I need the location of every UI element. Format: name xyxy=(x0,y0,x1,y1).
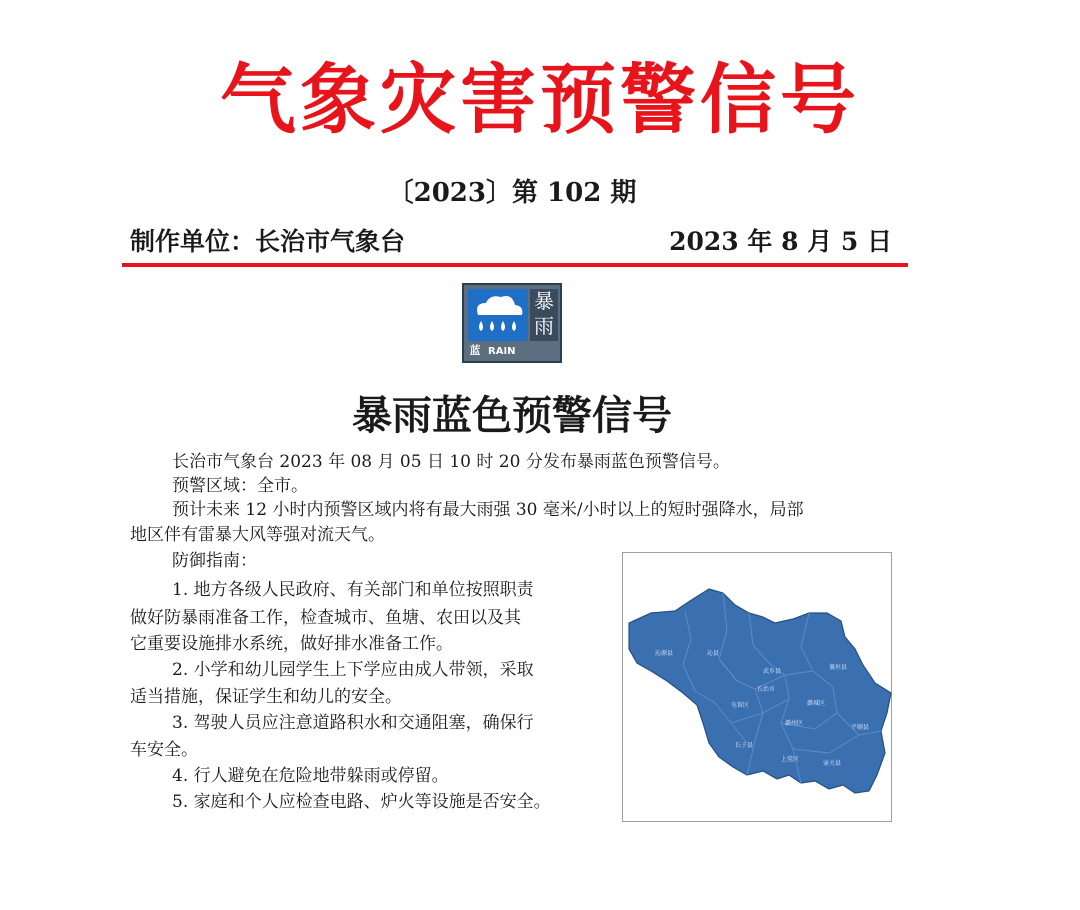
paragraph-line: 5. 家庭和个人应检查电路、炉火等设施是否安全。 xyxy=(172,792,551,812)
issue-number: 〔2023〕第 102 期 xyxy=(387,178,637,208)
rainstorm-icon xyxy=(468,289,528,341)
map-label: 长子县 xyxy=(735,742,754,749)
paragraph-line: 做好防暴雨准备工作，检查城市、鱼塘、农田以及其 xyxy=(130,608,521,628)
paragraph-line: 4. 行人避免在危险地带躲雨或停留。 xyxy=(172,766,449,786)
paragraph-line: 3. 驾驶人员应注意道路积水和交通阻塞，确保行 xyxy=(172,713,534,733)
map-label: 平顺县 xyxy=(851,724,870,731)
paragraph-line: 车安全。 xyxy=(130,740,198,760)
map-label: 武乡县 xyxy=(763,668,782,675)
map-label: 潞城区 xyxy=(807,700,826,707)
header-divider xyxy=(122,263,908,267)
paragraph-line: 它重要设施排水系统，做好排水准备工作。 xyxy=(130,634,453,654)
map-label: 潞州区 xyxy=(785,720,804,727)
map-label: 壶关县 xyxy=(823,760,842,767)
paragraph-line: 长治市气象台 2023 年 08 月 05 日 10 时 20 分发布暴雨蓝色预警信号。 xyxy=(172,452,730,472)
paragraph-line: 预警区域：全市。 xyxy=(172,476,308,496)
warning-heading: 暴雨蓝色预警信号 xyxy=(352,393,672,439)
badge-chars xyxy=(530,289,558,341)
badge-caption: RAIN STORM xyxy=(468,346,516,373)
paragraph-line: 适当措施，保证学生和幼儿的安全。 xyxy=(130,687,402,707)
badge-char-1: 暴 xyxy=(534,289,554,313)
map-label: 上党区 xyxy=(781,756,800,763)
badge-footer xyxy=(468,343,558,373)
map-label: 襄垣县 xyxy=(829,664,848,671)
paragraph-line: 1. 地方各级人民政府、有关部门和单位按照职责 xyxy=(172,580,534,600)
issue-date: 2023 年 8 月 5 日 xyxy=(669,227,892,256)
masthead-title: 气象灾害预警信号 xyxy=(220,55,860,144)
map-label: 屯留区 xyxy=(731,702,750,709)
badge-level: 蓝 xyxy=(469,344,481,357)
paragraph-line: 防御指南： xyxy=(172,551,257,571)
paragraph-line: 2. 小学和幼儿园学生上下学应由成人带领，采取 xyxy=(172,660,534,680)
issuer: 制作单位：长治市气象台 xyxy=(130,227,406,256)
rainstorm-warning-badge xyxy=(462,283,562,373)
map-label: 沁县 xyxy=(707,650,720,657)
paragraph-line: 预计未来 12 小时内预警区域内将有最大雨强 30 毫米/小时以上的短时强降水，局部 xyxy=(172,500,804,520)
badge-char-2: 雨 xyxy=(534,314,554,338)
map-label: 沁源县 xyxy=(655,650,674,657)
warning-area-map xyxy=(622,552,892,822)
paragraph-line: 地区伴有雷暴大风等强对流天气。 xyxy=(130,525,385,545)
map-label: 长治市 xyxy=(757,686,776,693)
